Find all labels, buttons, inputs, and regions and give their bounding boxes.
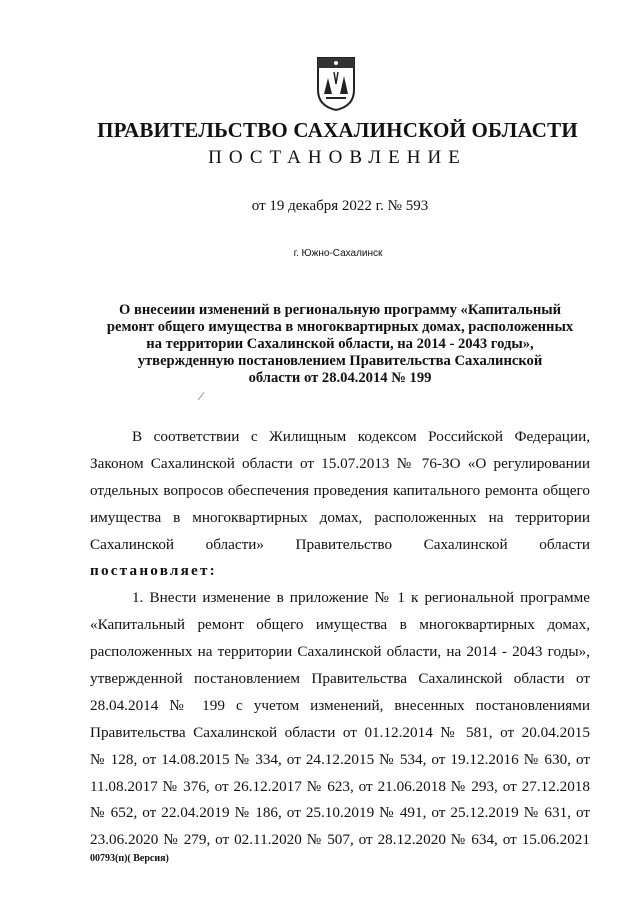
body-line: № 652, от 22.04.2019 № 186, от 25.10.2019 № 491, от 25.12.2019 № 631, от: [90, 804, 590, 822]
title-line: области от 28.04.2014 № 199: [248, 370, 432, 386]
body-line: 1. Внести изменение в приложение № 1 к региональной программе: [132, 589, 590, 607]
title-line: утвержденную постановлением Правительства Сахалинской: [137, 353, 543, 369]
body-line: Сахалинской области» Правительство Сахалинской области: [90, 535, 590, 553]
resolution-keyword: постановляет:: [90, 562, 217, 580]
body-line: 11.08.2017 № 376, от 26.12.2017 № 623, от 21.06.2018 № 293, от 27.12.2018: [90, 777, 590, 795]
body-line: утвержденной постановлением Правительства Сахалинской области от: [90, 670, 590, 688]
body-line: № 128, от 14.08.2015 № 334, от 24.12.2015 № 534, от 19.12.2016 № 630, от: [90, 750, 590, 768]
issuing-authority: ПРАВИТЕЛЬСТВО САХАЛИНСКОЙ ОБЛАСТИ: [97, 118, 578, 142]
document-body: [90, 424, 590, 854]
body-line: имущества в многоквартирных домах, расположенных на территории: [90, 508, 590, 526]
document-code: 00793(п)( Версия): [90, 853, 169, 864]
body-line: расположенных на территории Сахалинской области, на 2014 - 2043 годы»,: [90, 643, 590, 661]
title-line: на территории Сахалинской области, на 2014 - 2043 годы»,: [146, 336, 534, 352]
body-line: 23.06.2020 № 279, от 02.11.2020 № 507, от 28.12.2020 № 634, от 15.06.2021: [90, 831, 590, 849]
document-date-number: от 19 декабря 2022 г. № 593: [251, 198, 429, 214]
body-line: В соответствии с Жилищным кодексом Российской Федерации,: [132, 428, 590, 445]
document-type: ПОСТАНОВЛЕНИЕ: [208, 147, 467, 168]
body-line: отдельных вопросов обеспечения проведения капитального ремонта общего: [90, 481, 590, 499]
title-line: ремонт общего имущества в многоквартирных домах, расположенных: [106, 319, 574, 335]
pen-mark: ⁄: [200, 389, 203, 403]
title-line: О внесеиии изменений в региональную программу «Капитальный: [118, 302, 562, 318]
document-title: [96, 302, 584, 387]
document-place: г. Южно-Сахалинск: [293, 248, 383, 259]
body-line: «Капитальный ремонт общего имущества в многоквартирных домах,: [90, 616, 590, 634]
coat-of-arms-icon: [314, 54, 358, 112]
body-line: Правительства Сахалинской области от 01.12.2014 № 581, от 20.04.2015: [90, 723, 590, 741]
body-line: 28.04.2014 № 199 с учетом изменений, внесенных постановлениями: [90, 696, 590, 714]
body-line: Законом Сахалинской области от 15.07.2013 № 76-ЗО «О регулировании: [90, 454, 590, 472]
